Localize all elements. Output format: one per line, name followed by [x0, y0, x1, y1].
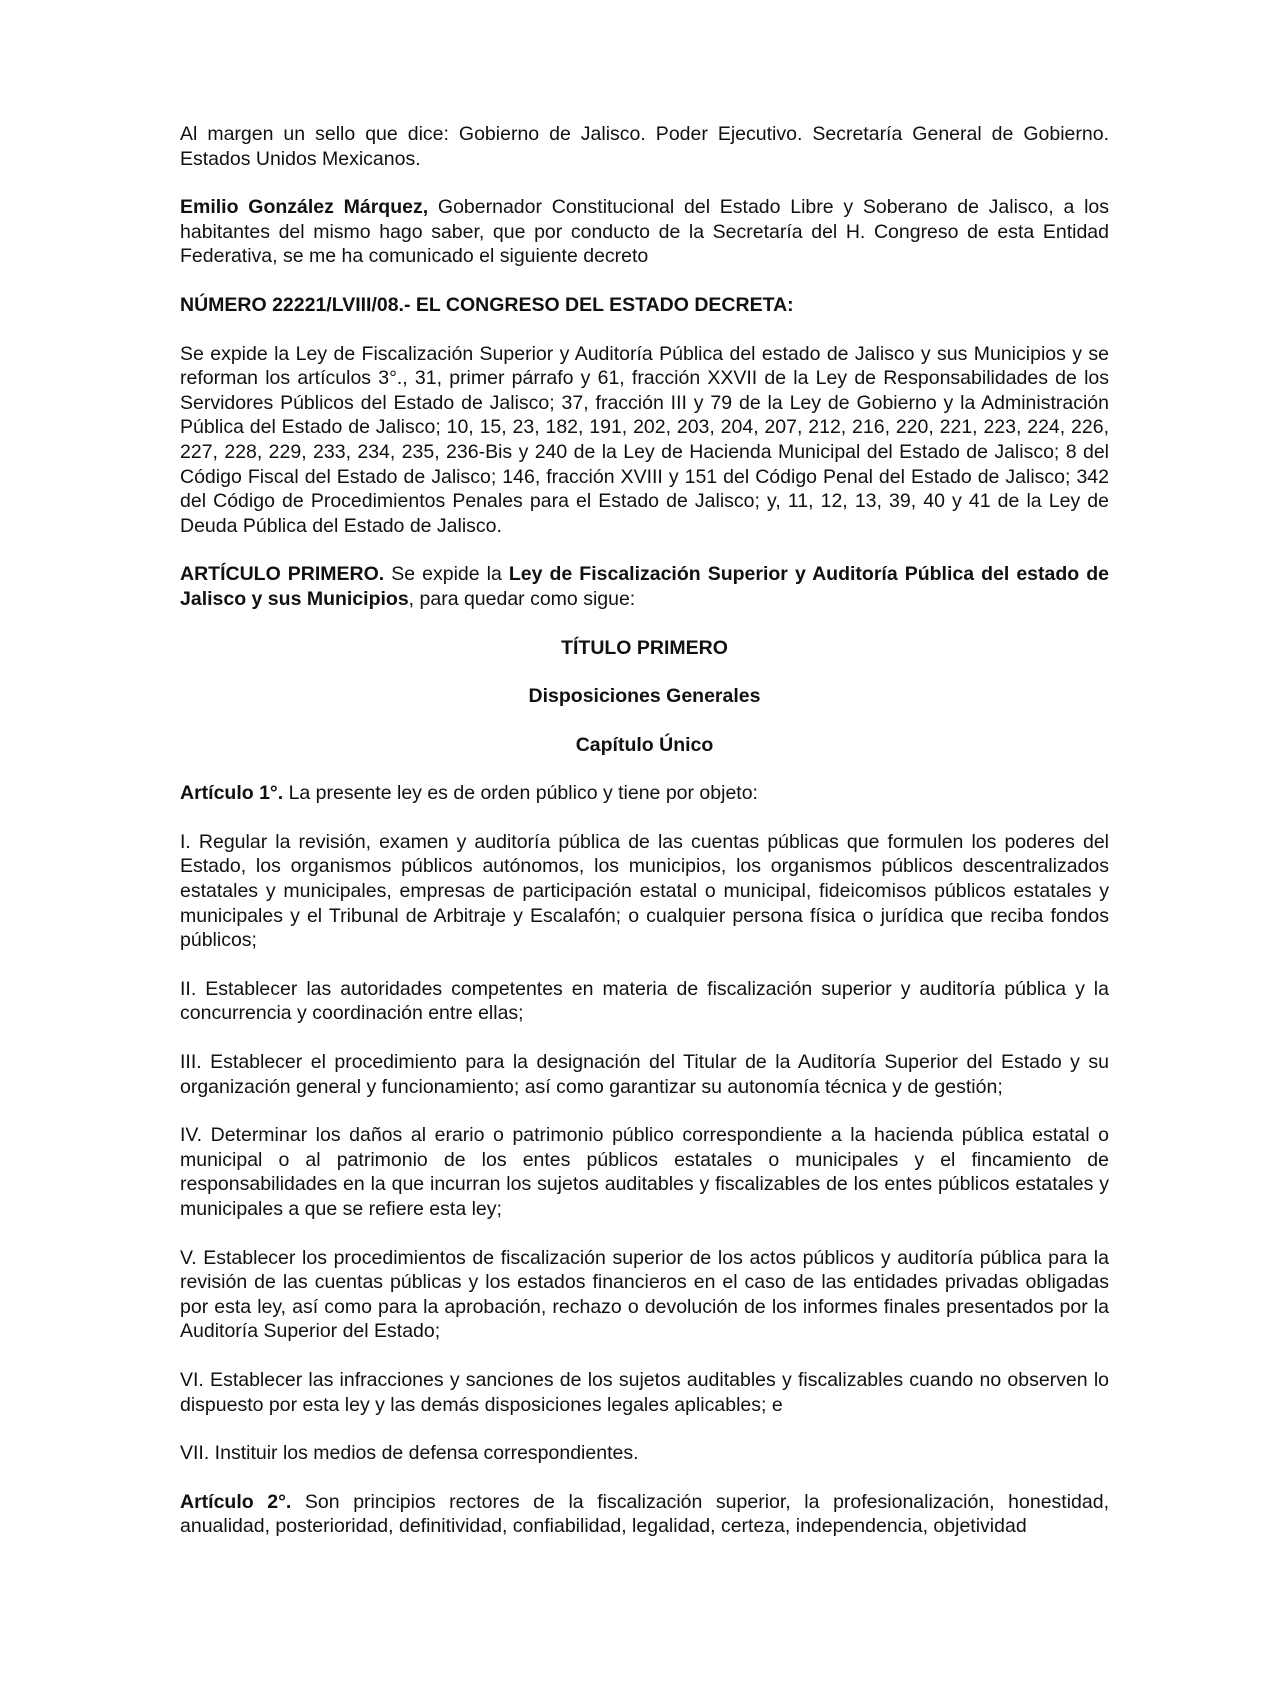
- article-2-paragraph: [180, 1490, 1109, 1539]
- document-page: [180, 122, 1109, 1539]
- article-1-paragraph: [180, 781, 1109, 806]
- decree-paragraph: Se expide la Ley de Fiscalización Superior y Auditoría Pública del estado de Jalisco y sus Municipios y se reforman los artículos 3°., 31, primer párrafo y 61, fracción XXVII de la Ley de Responsabilidades de los Servidores Públicos del Estado de Jalisco; 37, fracción III y 79 de la Ley de Gobierno y la Administración Pública del Estado de Jalisco; 10, 15, 23, 182, 191, 202, 203, 204, 207, 212, 216, 220, 221, 223, 224, 226, 227, 228, 229, 233, 234, 235, 236-Bis y 240 de la Ley de Hacienda Municipal del Estado de Jalisco; 8 del Código Fiscal del Estado de Jalisco; 146, fracción XVIII y 151 del Código Penal del Estado de Jalisco; 342 del Código de Procedimientos Penales para el Estado de Jalisco; y, 11, 12, 13, 39, 40 y 41 de la Ley de Deuda Pública del Estado de Jalisco.: [180, 342, 1109, 537]
- fraction-i: I. Regular la revisión, examen y auditoría pública de las cuentas públicas que formulen los poderes del Estado, los organismos públicos autónomos, los municipios, los organismos públicos descentralizados estatales y municipales, empresas de participación estatal o municipal, fideicomisos públicos estatales y municipales y el Tribunal de Arbitraje y Escalafón; o cualquier persona física o jurídica que reciba fondos públicos;: [180, 830, 1109, 952]
- fraction-iv: IV. Determinar los daños al erario o patrimonio público correspondiente a la hacienda pública estatal o municipal o al patrimonio de los entes públicos estatales o municipales y el fincamiento de responsabilidades en la que incurran los sujetos auditables y fiscalizables de los entes públicos estatales y municipales a que se refiere esta ley;: [180, 1124, 1109, 1220]
- article-2-label: Artículo 2°.: [180, 1490, 292, 1513]
- fraction-v: V. Establecer los procedimientos de fiscalización superior de los actos públicos y auditoría pública para la revisión de las cuentas públicas y los estados financieros en el caso de las entidades privadas obligadas por esta ley, así como para la aprobación, rechazo o devolución de los informes finales presentados por la Auditoría Superior del Estado;: [180, 1246, 1109, 1343]
- seal-paragraph: Al margen un sello que dice: Gobierno de Jalisco. Poder Ejecutivo. Secretaría General de Gobierno. Estados Unidos Mexicanos.: [180, 123, 1109, 170]
- title-heading: TÍTULO PRIMERO: [561, 636, 728, 659]
- fraction-ii: II. Establecer las autoridades competentes en materia de fiscalización superior y auditoría pública y la concurrencia y coordinación entre ellas;: [180, 977, 1109, 1025]
- articulo-primero-paragraph: [180, 562, 1109, 611]
- articulo-primero-label: ARTÍCULO PRIMERO.: [180, 563, 385, 586]
- article-2-text: Son principios rectores de la fiscalización superior, la profesionalización, honestidad, anualidad, posterioridad, definitividad, confiabilidad, legalidad, certeza, independencia, objetividad: [180, 1490, 1109, 1538]
- governor-paragraph: [180, 195, 1109, 269]
- decree-number-text: NÚMERO 22221/LVIII/08.- EL CONGRESO DEL ESTADO DECRETA:: [180, 293, 794, 316]
- articulo-primero-text-after: , para quedar como sigue:: [408, 587, 636, 610]
- articulo-primero-text-before: Se expide la: [384, 563, 509, 586]
- title-block: [180, 636, 1109, 709]
- governor-name: Emilio González Márquez,: [180, 196, 429, 219]
- article-1-label: Artículo 1°.: [180, 782, 284, 805]
- fraction-iii: III. Establecer el procedimiento para la designación del Titular de la Auditoría Superior del Estado y su organización general y funcionamiento; así como garantizar su autonomía técnica y de gestión;: [180, 1051, 1109, 1098]
- governor-text: Gobernador Constitucional del Estado Libre y Soberano de Jalisco, a los habitantes del mismo hago saber, que por conducto de la Secretaría del H. Congreso de esta Entidad Federativa, se me ha comunicado el siguiente decreto: [180, 196, 1109, 268]
- chapter-heading: Capítulo Único: [575, 733, 714, 756]
- law-name: Ley de Fiscalización Superior y Auditoría Pública del estado de Jalisco y sus Municipios: [180, 563, 1109, 610]
- title-subheading: Disposiciones Generales: [528, 685, 761, 708]
- fraction-vii: VII. Instituir los medios de defensa correspondientes.: [180, 1442, 639, 1465]
- fraction-vi: VI. Establecer las infracciones y sanciones de los sujetos auditables y fiscalizables cuando no observen lo dispuesto por esta ley y las demás disposiciones legales aplicables; e: [180, 1368, 1109, 1416]
- article-1-text: La presente ley es de orden público y tiene por objeto:: [283, 782, 758, 805]
- decree-number: [180, 293, 1109, 318]
